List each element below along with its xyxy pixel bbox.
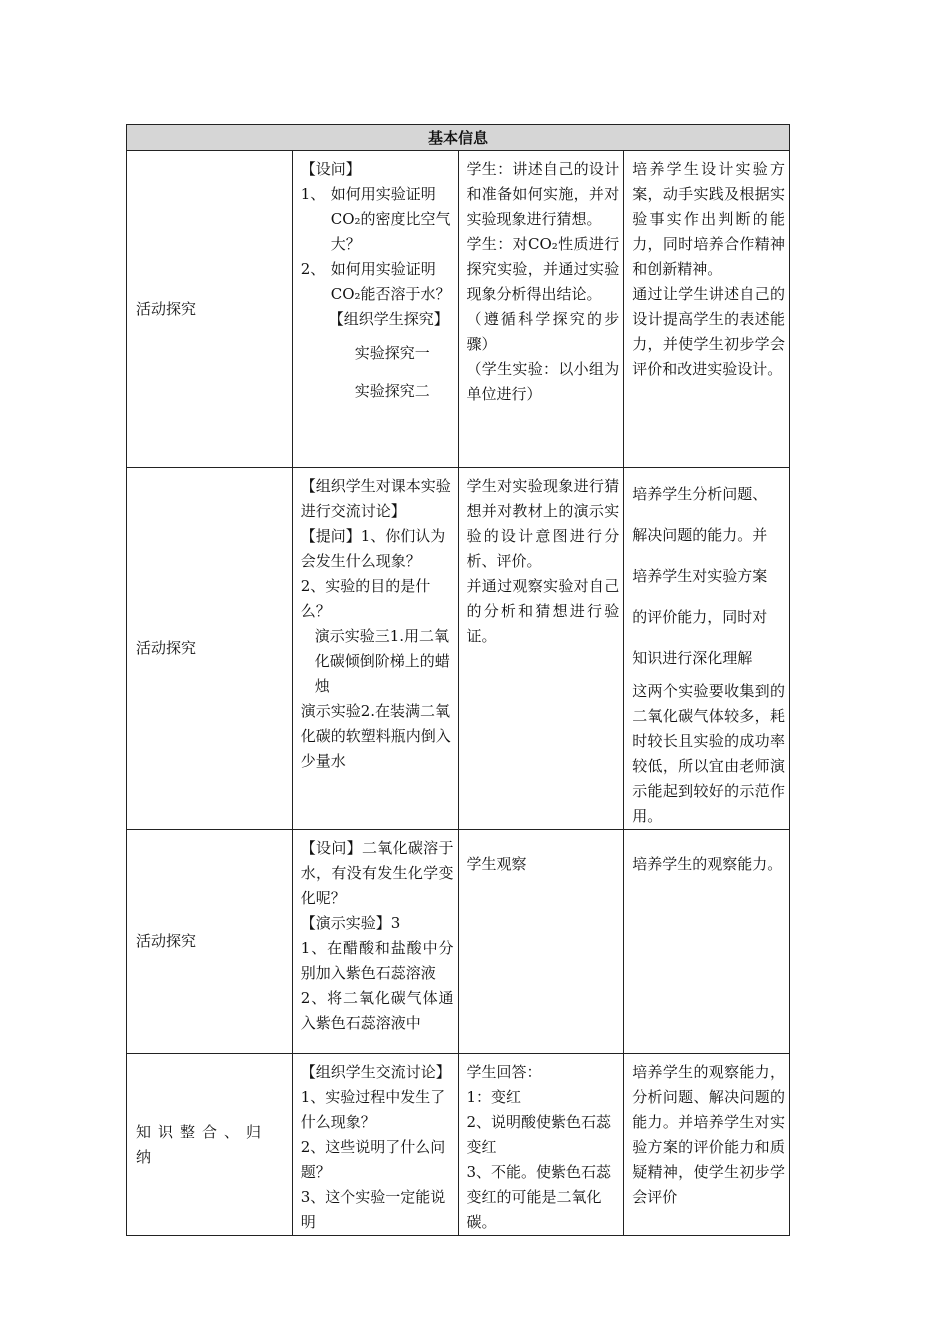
teacher-text: 【组织学生对课本实验进行交流讨论】	[300, 477, 451, 520]
category-cell	[127, 1054, 293, 1236]
intent-text: 培养学生设计实验方案，动手实践及根据实验事实作出判断的能力，同时培养合作精神和创新精神。	[632, 160, 785, 278]
teacher-text: 【组织学生交流讨论】	[300, 1063, 451, 1081]
table-row	[127, 151, 790, 468]
student-activity-cell	[458, 151, 624, 468]
category-cell	[127, 151, 293, 468]
student-text: （遵循科学探究的步骤）	[466, 310, 620, 353]
question-heading: 【设问】	[300, 160, 361, 178]
student-activity-cell	[458, 1054, 624, 1236]
intent-line: 培养学生分析问题、	[632, 485, 768, 503]
teacher-text: 2、将二氧化碳气体通入紫色石蕊溶液中	[300, 989, 454, 1032]
intent-line: 培养学生对实验方案	[632, 567, 768, 585]
student-activity-cell	[458, 830, 624, 1054]
teacher-text: 【演示实验】3	[300, 914, 401, 932]
table-row	[127, 1054, 790, 1236]
intent-text: 培养学生的观察能力，分析问题、解决问题的能力。并培养学生对实验方案的评价能力和质疑精神，使学生初步学会评价	[632, 1063, 785, 1206]
question-item: 1、 如何用实验证明CO₂的密度比空气大？	[300, 185, 451, 253]
intent-line: 知识进行深化理解	[632, 649, 753, 667]
student-text: 并通过观察实验对自己的分析和猜想进行验证。	[466, 577, 620, 645]
design-intent-cell	[624, 1054, 790, 1236]
student-text: 3、不能。使紫色石蕊变红的可能是二氧化碳。	[466, 1163, 612, 1231]
student-text: 学生：讲述自己的设计和准备如何实施，并对实验现象进行猜想。	[466, 160, 620, 228]
organize-heading: 【组织学生探究】	[328, 310, 449, 328]
student-text: 2、说明酸使紫色石蕊变红	[466, 1113, 612, 1156]
experiment-item: 实验探究一	[354, 344, 430, 362]
experiment-item: 实验探究二	[354, 382, 430, 400]
design-intent-cell	[624, 468, 790, 830]
intent-text: 培养学生的观察能力。	[632, 855, 783, 873]
teacher-activity-cell	[292, 151, 458, 468]
teacher-text: 【提问】1、你们认为会发生什么现象？	[300, 527, 446, 570]
design-intent-cell	[624, 151, 790, 468]
category-label: 知识整合、归纳	[136, 1122, 269, 1166]
intent-text: 通过让学生讲述自己的设计提高学生的表述能力，并使学生初步学会评价和改进实验设计。	[632, 285, 785, 378]
design-intent-cell	[624, 830, 790, 1054]
intent-line: 的评价能力，同时对	[632, 608, 768, 626]
category-label: 活动探究	[136, 932, 197, 950]
teacher-text: 演示实验2.在装满二氧化碳的软塑料瓶内倒入少量水	[300, 702, 451, 770]
table-header: 基本信息	[127, 125, 790, 151]
student-text: 学生对实验现象进行猜想并对教材上的演示实验的设计意图进行分析、评价。	[466, 477, 620, 570]
student-text: 学生观察	[466, 855, 527, 873]
teacher-activity-cell	[292, 1054, 458, 1236]
teacher-text: 1、在醋酸和盐酸中分别加入紫色石蕊溶液	[300, 939, 454, 982]
student-text: （学生实验：以小组为单位进行）	[466, 360, 620, 403]
category-cell	[127, 830, 293, 1054]
teacher-text: 3、这个实验一定能说明	[300, 1188, 446, 1231]
category-cell	[127, 468, 293, 830]
teacher-text: 2、实验的目的是什么？	[300, 577, 431, 620]
intent-text: 这两个实验要收集到的二氧化碳气体较多，耗时较长且实验的成功率较低，所以宜由老师演示能起到较好的示范作用。	[632, 682, 785, 825]
question-item: 2、 如何用实验证明CO₂能否溶于水？	[300, 260, 451, 303]
category-label: 活动探究	[136, 299, 197, 318]
teacher-text: 1、实验过程中发生了什么现象？	[300, 1088, 446, 1131]
student-text: 学生：对CO₂性质进行探究实验，并通过实验现象分析得出结论。	[466, 235, 620, 303]
teacher-text: 2、这些说明了什么问题？	[300, 1138, 446, 1181]
table-row	[127, 468, 790, 830]
student-text: 学生回答：	[466, 1063, 542, 1081]
teacher-activity-cell	[292, 830, 458, 1054]
student-text: 1：变红	[466, 1088, 522, 1106]
lesson-plan-table	[126, 124, 790, 1236]
teacher-activity-cell	[292, 468, 458, 830]
intent-line: 解决问题的能力。并	[632, 526, 768, 544]
student-activity-cell	[458, 468, 624, 830]
category-label: 活动探究	[136, 639, 197, 657]
table-row	[127, 830, 790, 1054]
teacher-text: 演示实验三1.用二氧化碳倾倒阶梯上的蜡烛	[314, 627, 450, 695]
teacher-text: 【设问】二氧化碳溶于水，有没有发生化学变化呢？	[300, 839, 454, 907]
